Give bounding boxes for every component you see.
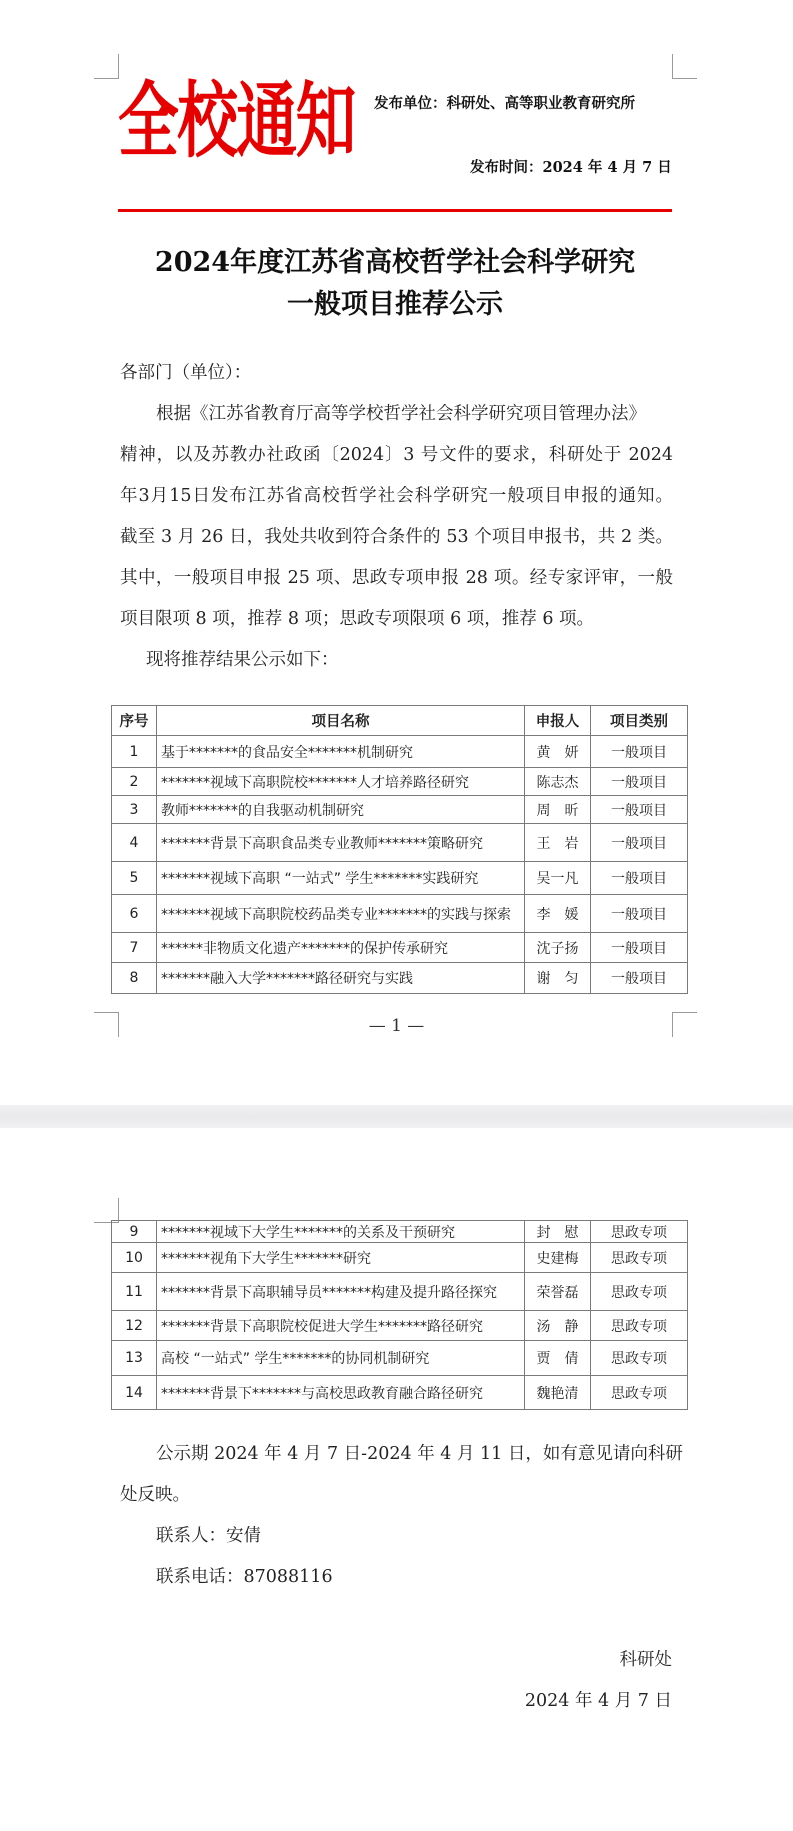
cell-applicant: 魏艳清 [525,1376,591,1410]
cell-applicant: 周 昕 [525,796,591,824]
cell-type: 一般项目 [591,768,688,796]
cell-applicant: 王 岩 [525,824,591,862]
cell-no: 10 [112,1243,157,1273]
header-type: 项目类别 [591,706,688,736]
body-line: 现将推荐结果公示如下： [146,650,339,670]
cell-no: 4 [112,824,157,862]
cell-name: 高校 “一站式” 学生*******的协同机制研究 [157,1341,525,1376]
cell-no: 7 [112,933,157,963]
cell-type: 一般项目 [591,933,688,963]
cell-type: 思政专项 [591,1221,688,1243]
table-row [112,1311,688,1341]
table-row [112,933,688,963]
cell-name: *******视角下大学生*******研究 [157,1243,525,1273]
cell-name: *******视域下大学生*******的关系及干预研究 [157,1221,525,1243]
cell-type: 一般项目 [591,895,688,933]
cell-name: 基于*******的食品安全*******机制研究 [157,736,525,768]
contact-phone: 联系电话：87088116 [156,1567,333,1587]
cell-type: 思政专项 [591,1273,688,1311]
crop-mark [94,54,119,79]
project-table [111,705,688,994]
cell-no: 3 [112,796,157,824]
cell-name: *******背景下高职辅导员*******构建及提升路径探究 [157,1273,525,1311]
cell-applicant: 陈志杰 [525,768,591,796]
cell-no: 14 [112,1376,157,1410]
signature-date: 2024 年 4 月 7 日 [524,1691,672,1711]
table-row [112,895,688,933]
publish-time: 发布时间：2024 年 4 月 7 日 [470,159,672,176]
cell-applicant: 谢 匀 [525,963,591,994]
cell-type: 一般项目 [591,963,688,994]
page-gap [0,1105,793,1128]
table-row [112,736,688,768]
cell-type: 思政专项 [591,1243,688,1273]
cell-applicant: 史建梅 [525,1243,591,1273]
header-name: 项目名称 [157,706,525,736]
contact-person: 联系人：安倩 [156,1526,261,1546]
cell-name: *******背景下*******与高校思政教育融合路径研究 [157,1376,525,1410]
closing-notice-line1: 公示期 2024 年 4 月 7 日-2024 年 4 月 11 日，如有意见请向科研 [156,1444,683,1464]
notice-banner: 全校通知 [118,73,355,169]
table-row [112,824,688,862]
body-line: 截至 3 月 26 日，我处共收到符合条件的 53 个项目申报书，共 2 类。 [120,527,673,547]
project-table-continued [111,1220,688,1410]
cell-no: 6 [112,895,157,933]
red-divider [118,209,672,212]
cell-applicant: 汤 静 [525,1311,591,1341]
cell-name: *******视域下高职院校药品类专业*******的实践与探索 [157,895,525,933]
cell-applicant: 封 慰 [525,1221,591,1243]
header-applicant: 申报人 [525,706,591,736]
cell-name: *******背景下高职食品类专业教师*******策略研究 [157,824,525,862]
cell-applicant: 沈子扬 [525,933,591,963]
page-number: — 1 — [368,1016,425,1036]
table-row [112,862,688,895]
document-title-line2: 一般项目推荐公示 [287,289,503,320]
cell-no: 13 [112,1341,157,1376]
cell-name: 教师*******的自我驱动机制研究 [157,796,525,824]
body-line: 精神，以及苏教办社政函〔2024〕3 号文件的要求，科研处于 2024 [120,445,673,465]
cell-applicant: 吴一凡 [525,862,591,895]
body-line: 其中，一般项目申报 25 项、思政专项申报 28 项。经专家评审，一般 [120,568,673,588]
body-line: 项目限项 8 项，推荐 8 项；思政专项限项 6 项，推荐 6 项。 [120,609,595,629]
cell-type: 一般项目 [591,736,688,768]
cell-type: 思政专项 [591,1341,688,1376]
cell-name: *******融入大学*******路径研究与实践 [157,963,525,994]
cell-no: 12 [112,1311,157,1341]
table-row [112,1376,688,1410]
cell-no: 2 [112,768,157,796]
cell-name: *******背景下高职院校促进大学生*******路径研究 [157,1311,525,1341]
cell-type: 思政专项 [591,1311,688,1341]
body-line: 年3月15日发布江苏省高校哲学社会科学研究一般项目申报的通知。 [120,486,673,506]
cell-applicant: 黄 妍 [525,736,591,768]
closing-notice-line2: 处反映。 [120,1485,190,1505]
document-page-2 [0,1128,793,1831]
cell-no: 9 [112,1221,157,1243]
publisher-unit: 发布单位：科研处、高等职业教育研究所 [374,95,635,112]
cell-type: 一般项目 [591,824,688,862]
header-no: 序号 [112,706,157,736]
body-line: 根据《江苏省教育厅高等学校哲学社会科学研究项目管理办法》 [156,404,646,424]
table-row [112,796,688,824]
cell-name: ******非物质文化遗产*******的保护传承研究 [157,933,525,963]
cell-applicant: 李 媛 [525,895,591,933]
table-row [112,963,688,994]
table-row [112,1273,688,1311]
cell-name: *******视域下高职 “一站式” 学生*******实践研究 [157,862,525,895]
document-title-line1: 2024年度江苏省高校哲学社会科学研究 [154,247,636,278]
cell-no: 5 [112,862,157,895]
cell-type: 一般项目 [591,862,688,895]
crop-mark [672,54,697,79]
cell-no: 8 [112,963,157,994]
signature-office: 科研处 [619,1650,672,1670]
cell-applicant: 贾 倩 [525,1341,591,1376]
table-header-row [112,706,688,736]
salutation: 各部门（单位）： [120,363,252,383]
cell-name: *******视域下高职院校*******人才培养路径研究 [157,768,525,796]
table-row [112,1221,688,1243]
table-row [112,1341,688,1376]
cell-type: 一般项目 [591,796,688,824]
cell-no: 1 [112,736,157,768]
cell-no: 11 [112,1273,157,1311]
cell-type: 思政专项 [591,1376,688,1410]
table-row [112,768,688,796]
table-row [112,1243,688,1273]
cell-applicant: 荣誉磊 [525,1273,591,1311]
